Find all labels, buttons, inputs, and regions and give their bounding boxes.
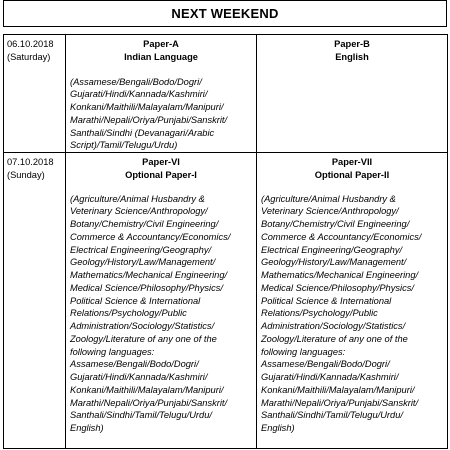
paper-cell <box>66 153 257 449</box>
exam-date: 07.10.2018 <box>7 157 54 167</box>
schedule-title: NEXT WEEKEND <box>3 0 447 27</box>
paper-code: Paper-VI <box>142 157 180 167</box>
date-cell <box>4 35 66 153</box>
table-row <box>4 35 448 153</box>
paper-code: Paper-B <box>334 39 370 49</box>
paper-name: English <box>335 51 369 62</box>
paper-cell <box>257 153 448 449</box>
paper-subjects: (Agriculture/Animal Husbandry & Veterinary Science/Anthropology/ Botany/Chemistry/Civil Engineering/ Commerce & Accountancy/Economics/ Electrical Engineering/Geography/ Geology/History/Law/Management/ Mathematics/Mechanical Engineering/ Medical Science/Philosophy/Physics/ Political Science & International Relations/Psychology/Public Administration/Sociology/Statistics/ Zoology/Literature of any one of the following languages: Assamese/Bengali/Bodo/Dogri/ Gujarati/Hindi/Kannada/Kashmiri/ Konkani/Maithili/Malayalam/Manipuri/ Marathi/Nepali/Oriya/Punjabi/Sanskrit/ Santhali/Sindhi/Tamil/Telugu/Urdu/ English) <box>261 193 422 433</box>
paper-cell <box>257 35 448 153</box>
paper-name: Optional Paper-I <box>125 169 197 180</box>
paper-subjects: (Agriculture/Animal Husbandry & Veterinary Science/Anthropology/ Botany/Chemistry/Civil Engineering/ Commerce & Accountancy/Economics/ Electrical Engineering/Geography/ Geology/History/Law/Management/ Mathematics/Mechanical Engineering/ Medical Science/Philosophy/Physics/ Political Science & International Relations/Psychology/Public Administration/Sociology/Statistics/ Zoology/Literature of any one of the following languages: Assamese/Bengali/Bodo/Dogri/ Gujarati/Hindi/Kannada/Kashmiri/ Konkani/Maithili/Malayalam/Manipuri/ Marathi/Nepali/Oriya/Punjabi/Sanskrit/ Santhali/Sindhi/Tamil/Telugu/Urdu/ English) <box>70 193 231 433</box>
exam-day: (Sunday) <box>7 169 45 180</box>
table-row <box>4 153 448 449</box>
paper-cell <box>66 35 257 153</box>
exam-schedule-table <box>3 34 448 449</box>
date-cell <box>4 153 66 449</box>
paper-name: Optional Paper-II <box>314 169 390 180</box>
paper-subjects: (Assamese/Bengali/Bodo/Dogri/ Gujarati/Hindi/Kannada/Kashmiri/ Konkani/Maithili/Malayalam/Manipuri/ Marathi/Nepali/Oriya/Punjabi/Sanskrit/ Santhali/Sindhi (Devanagari/Arabic Script)/Tamil/Telugu/Urdu) <box>70 76 228 151</box>
paper-name: Indian Language <box>124 51 198 62</box>
exam-date: 06.10.2018 <box>7 39 54 49</box>
paper-code: Paper-VII <box>331 157 373 167</box>
paper-code: Paper-A <box>143 39 179 49</box>
exam-day: (Saturday) <box>7 51 51 62</box>
